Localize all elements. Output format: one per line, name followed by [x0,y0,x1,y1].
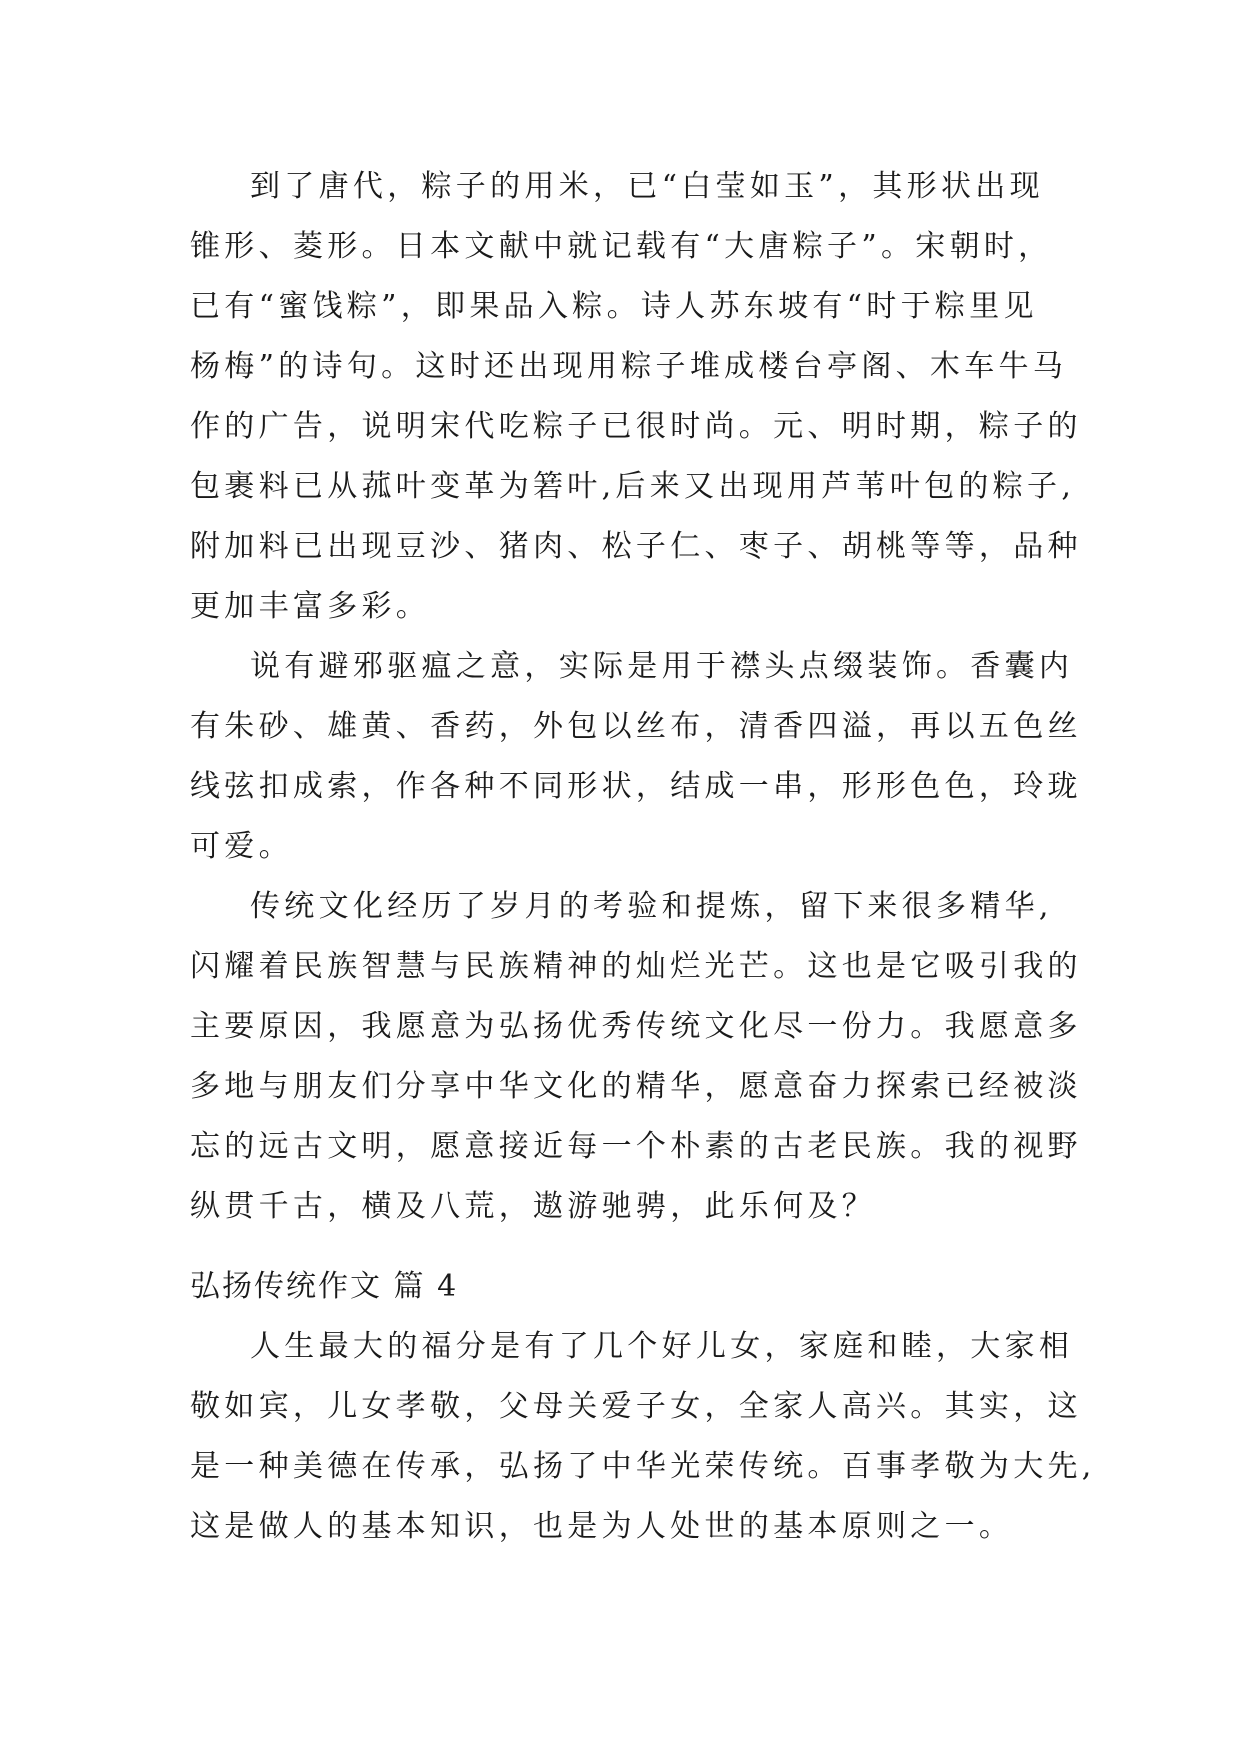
paragraph-2-line-4: 可爱。 [190,829,293,864]
paragraph-1-line-5: 作的广告，说明宋代吃粽子已很时尚。元、明时期，粽子的 [190,409,1082,444]
paragraph-3-line-1: 传统文化经历了岁月的考验和提炼，留下来很多精华, [250,889,1053,924]
paragraph-1-line-2: 锥形、菱形。日本文献中就记载有“大唐粽子”。宋朝时， [190,229,1053,264]
paragraph-1-line-8: 更加丰富多彩。 [190,589,431,624]
paragraph-4-line-2: 敬如宾，儿女孝敬，父母关爱子女，全家人高兴。其实，这 [190,1389,1082,1424]
paragraph-1-line-4: 杨梅”的诗句。这时还出现用粽子堆成楼台亭阁、木车牛马 [190,349,1068,384]
paragraph-3-line-4: 多地与朋友们分享中华文化的精华，愿意奋力探索已经被淡 [190,1069,1082,1104]
paragraph-3-line-5: 忘的远古文明，愿意接近每一个朴素的古老民族。我的视野 [190,1129,1082,1164]
section-heading: 弘扬传统作文 篇 4 [190,1269,459,1304]
paragraph-1-line-6: 包裹料已从菰叶变革为箬叶,后来又出现用芦苇叶包的粽子, [190,469,1076,504]
paragraph-1-line-1: 到了唐代，粽子的用米，已“白莹如玉”，其形状出现 [250,169,1044,204]
paragraph-2-line-3: 线弦扣成索，作各种不同形状，结成一串，形形色色，玲珑 [190,769,1082,804]
paragraph-3-line-6: 纵贯千古，横及八荒，遨游驰骋，此乐何及？ [190,1189,876,1224]
paragraph-4-line-4: 这是做人的基本知识，也是为人处世的基本原则之一。 [190,1509,1014,1544]
paragraph-3-line-2: 闪耀着民族智慧与民族精神的灿烂光芒。这也是它吸引我的 [190,949,1082,984]
paragraph-2-line-1: 说有避邪驱瘟之意，实际是用于襟头点缀装饰。香囊内 [250,649,1074,684]
paragraph-1-line-3: 已有“蜜饯粽”，即果品入粽。诗人苏东坡有“时于粽里见 [190,289,1038,324]
paragraph-2-line-2: 有朱砂、雄黄、香药，外包以丝布，清香四溢，再以五色丝 [190,709,1082,744]
paragraph-4-line-3: 是一种美德在传承，弘扬了中华光荣传统。百事孝敬为大先, [190,1449,1096,1484]
paragraph-3-line-3: 主要原因，我愿意为弘扬优秀传统文化尽一份力。我愿意多 [190,1009,1082,1044]
paragraph-4-line-1: 人生最大的福分是有了几个好儿女，家庭和睦，大家相 [250,1329,1074,1364]
paragraph-1-line-7: 附加料已出现豆沙、猪肉、松子仁、枣子、胡桃等等，品种 [190,529,1082,564]
